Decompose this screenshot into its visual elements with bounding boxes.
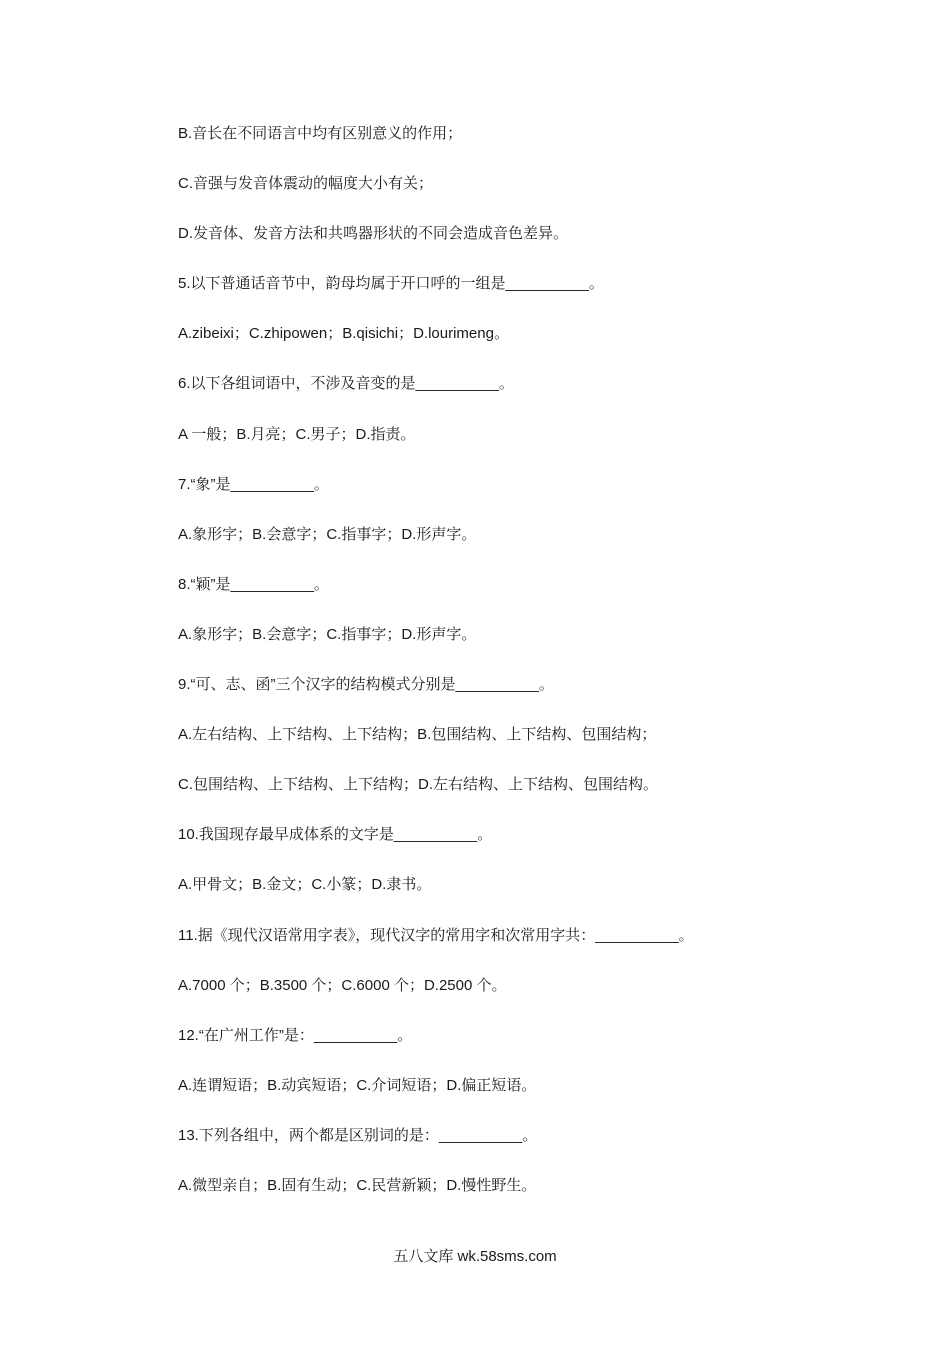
question-9-options-cd: C.包围结构、上下结构、上下结构；D.左右结构、上下结构、包围结构。 (178, 776, 659, 794)
question-11: 11.据《现代汉语常用字表》，现代汉字的常用字和次常用字共：__________。 (178, 926, 694, 944)
option-line-b-duration: B.音长在不同语言中均有区别意义的作用； (178, 125, 463, 142)
page-footer: 五八文库 wk.58sms.com (393, 1248, 557, 1265)
question-8-options: A.象形字；B.会意字；C.指事字；D.形声字。 (178, 625, 477, 643)
question-6: 6.以下各组词语中，不涉及音变的是__________。 (178, 375, 514, 393)
question-10: 10.我国现存最早成体系的文字是__________。 (178, 826, 493, 844)
question-12: 12.“在广州工作”是：__________。 (178, 1026, 413, 1044)
document-body (178, 121, 818, 1223)
question-5-options: A.zibeixi；C.zhipowen；B.qisichi；D.lourimeng。 (178, 325, 509, 343)
question-10-options: A.甲骨文；B.金文；C.小篆；D.隶书。 (178, 876, 432, 894)
question-12-options: A.连谓短语；B.动宾短语；C.介词短语；D.偏正短语。 (178, 1076, 537, 1094)
question-7-options: A.象形字；B.会意字；C.指事字；D.形声字。 (178, 525, 477, 543)
question-13: 13.下列各组中，两个都是区别词的是：__________。 (178, 1126, 538, 1144)
question-9-options-ab: A.左右结构、上下结构、上下结构；B.包围结构、上下结构、包围结构； (178, 726, 657, 744)
option-line-c-intensity: C.音强与发音体震动的幅度大小有关； (178, 175, 434, 193)
option-line-d-timbre: D.发音体、发音方法和共鸣器形状的不同会造成音色差异。 (178, 225, 569, 243)
question-5: 5.以下普通话音节中，韵母均属于开口呼的一组是__________。 (178, 275, 604, 293)
question-9: 9.“可、志、函”三个汉字的结构模式分别是__________。 (178, 676, 554, 694)
question-7: 7.“象”是__________。 (178, 475, 329, 493)
question-11-options: A.7000 个；B.3500 个；C.6000 个；D.2500 个。 (178, 976, 507, 994)
question-13-options: A.微型亲自；B.固有生动；C.民营新颖；D.慢性野生。 (178, 1176, 537, 1194)
question-8: 8.“颖”是__________。 (178, 575, 329, 593)
question-6-options: A 一般；B.月亮；C.男子；D.指责。 (178, 425, 416, 443)
